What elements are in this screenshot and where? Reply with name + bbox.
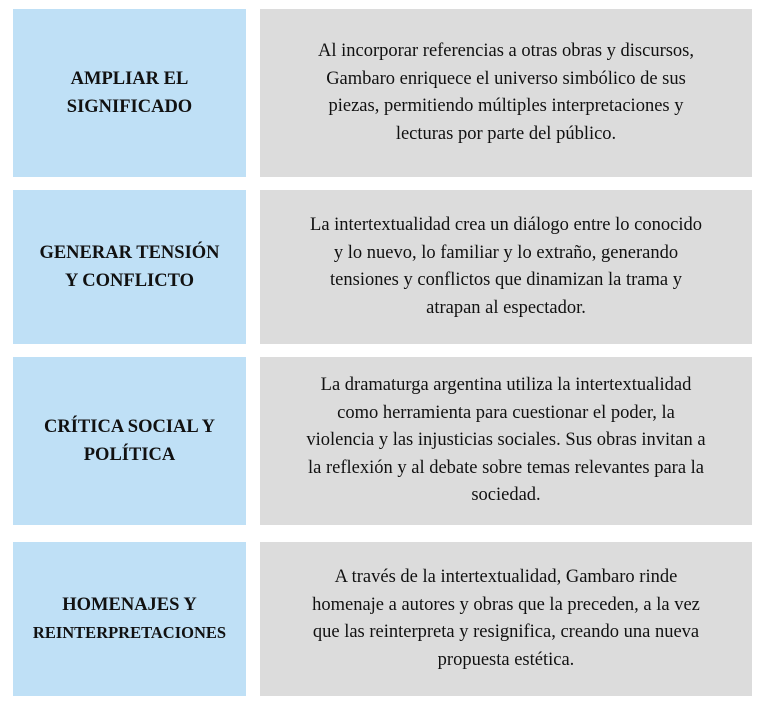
row-description-box [260,190,752,344]
row-description-box [260,542,752,696]
row-label-line: SIGNIFICADO [66,97,193,117]
row-label-box [13,357,246,525]
description-line: A través de la intertextualidad, Gambaro rinde [334,567,678,587]
row-label-box [13,542,246,696]
description-line: propuesta estética. [437,649,575,670]
row-label-line: POLÍTICA [83,445,176,465]
row-description-box [260,9,752,177]
description-line: La intertextualidad crea un diálogo entre lo conocido [310,215,702,235]
row-ampliar-significado [13,9,752,177]
description-line: la reflexión y al debate sobre temas relevantes para la [307,457,704,478]
description-line: tensiones y conflictos que dinamizan la trama y [330,270,682,290]
description-line: homenaje a autores y obras que la preceden, a la vez [312,594,700,615]
row-label-line: CRÍTICA SOCIAL Y [44,417,215,437]
row-generar-tension [13,190,752,344]
row-label-box [13,9,246,177]
description-line: Gambaro enriquece el universo simbólico de sus [326,68,686,89]
row-label-line: AMPLIAR EL [70,69,189,89]
description-line: sociedad. [471,485,541,506]
row-label-line: HOMENAJES Y [62,595,197,615]
row-description-box [260,357,752,525]
row-homenajes [13,542,752,696]
description-line: lecturas por parte del público. [395,123,617,144]
description-line: que las reinterpreta y resignifica, creando una nueva [312,622,700,642]
description-line: piezas, permitiendo múltiples interpretaciones y [328,96,684,116]
row-label-line: Y CONFLICTO [64,271,194,291]
row-critica-social [13,357,752,525]
row-label-line: REINTERPRETACIONES [32,623,227,642]
description-line: La dramaturga argentina utiliza la intertextualidad [320,375,692,396]
description-line: Al incorporar referencias a otras obras y discursos, [317,41,695,61]
row-label-box [13,190,246,344]
description-line: atrapan al espectador. [426,297,586,318]
description-line: como herramienta para cuestionar el poder, la [337,402,675,423]
row-label-line: GENERAR TENSIÓN [39,243,220,263]
description-line: y lo nuevo, lo familiar y lo extraño, generando [333,242,679,263]
description-line: violencia y las injusticias sociales. Sus obras invitan a [306,430,706,451]
